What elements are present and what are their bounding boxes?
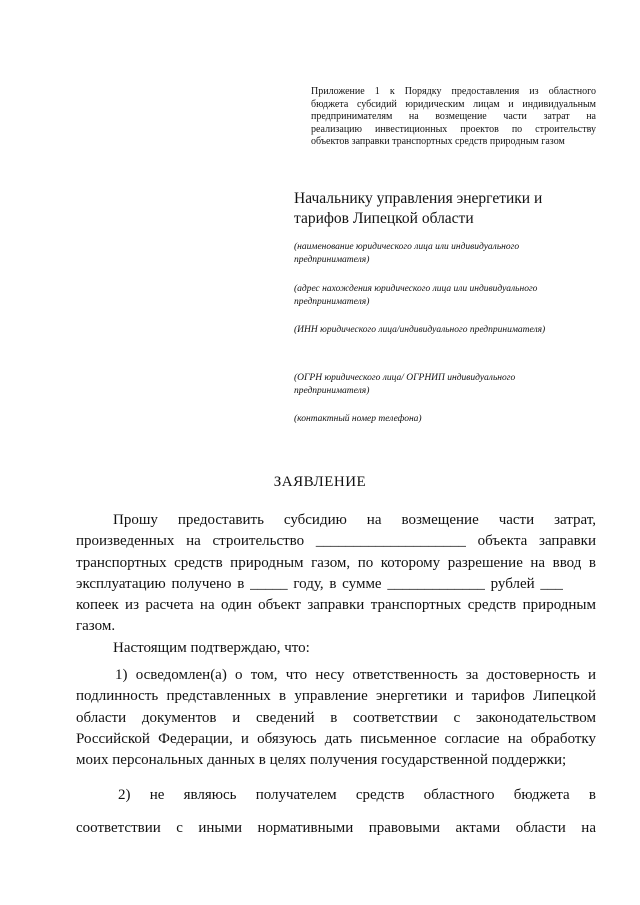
body-line: Настоящим подтверждаю, что: bbox=[113, 639, 310, 656]
body-line: Прошу предоставить субсидию на возмещение части затрат, bbox=[113, 512, 596, 528]
hint-address: (адрес нахождения юридического лица или индивидуального предпринимателя) bbox=[294, 284, 538, 307]
hint-inn: (ИНН юридического лица/индивидуального предпринимателя) bbox=[294, 325, 546, 335]
appendix-line: объектов заправки транспортных средств природным газом bbox=[311, 136, 565, 148]
body-line: копеек из расчета на один объект заправки транспортных средств природным bbox=[76, 597, 596, 614]
body-line: моих персональных данных в целях получения государственной поддержки; bbox=[76, 752, 567, 769]
appendix-line: реализацию инвестиционных проектов по строительству bbox=[311, 123, 596, 135]
body-line: эксплуатацию получено в _____ году, в сумме _____________ рублей ___ bbox=[76, 575, 563, 592]
document-body bbox=[76, 510, 596, 842]
hint-name: (наименование юридического лица или индивидуального предпринимателя) bbox=[294, 242, 520, 265]
body-line: 1) осведомлен(а) о том, что несу ответственность за достоверность и bbox=[115, 667, 596, 684]
document-title: ЗАЯВЛЕНИЕ bbox=[273, 474, 367, 490]
addressee-block bbox=[294, 189, 584, 229]
hint-phone: (контактный номер телефона) bbox=[294, 414, 422, 424]
body-line: соответствии с иными нормативными правовыми актами области на bbox=[76, 819, 596, 836]
body-line: транспортных средств природным газом, по которому разрешение на ввод в bbox=[76, 554, 596, 571]
body-line: произведенных на строительство ____________________ объекта заправки bbox=[76, 533, 596, 550]
body-line: 2) не являюсь получателем средств областного бюджета в bbox=[118, 786, 596, 803]
body-line: подлинность представленных в управление энергетики и тарифов Липецкой bbox=[76, 688, 596, 705]
appendix-line: Приложение 1 к Порядку предоставления из областного bbox=[311, 86, 596, 97]
appendix-line: бюджета субсидий юридическим лицам и индивидуальным bbox=[311, 98, 596, 110]
appendix-block bbox=[311, 86, 596, 149]
body-line: Российской Федерации, и обязуюсь дать письменное согласие на обработку bbox=[76, 730, 596, 747]
appendix-line: предпринимателям на возмещение части затрат на bbox=[311, 111, 596, 123]
body-line: области документов и сведений в соответствии с законодательством bbox=[76, 709, 596, 726]
addressee-line: Начальнику управления энергетики и bbox=[294, 190, 543, 207]
body-line: газом. bbox=[76, 618, 116, 635]
hint-ogrn: (ОГРН юридического лица/ ОГРНИП индивидуального предпринимателя) bbox=[294, 373, 516, 396]
addressee-line: тарифов Липецкой области bbox=[294, 210, 474, 227]
